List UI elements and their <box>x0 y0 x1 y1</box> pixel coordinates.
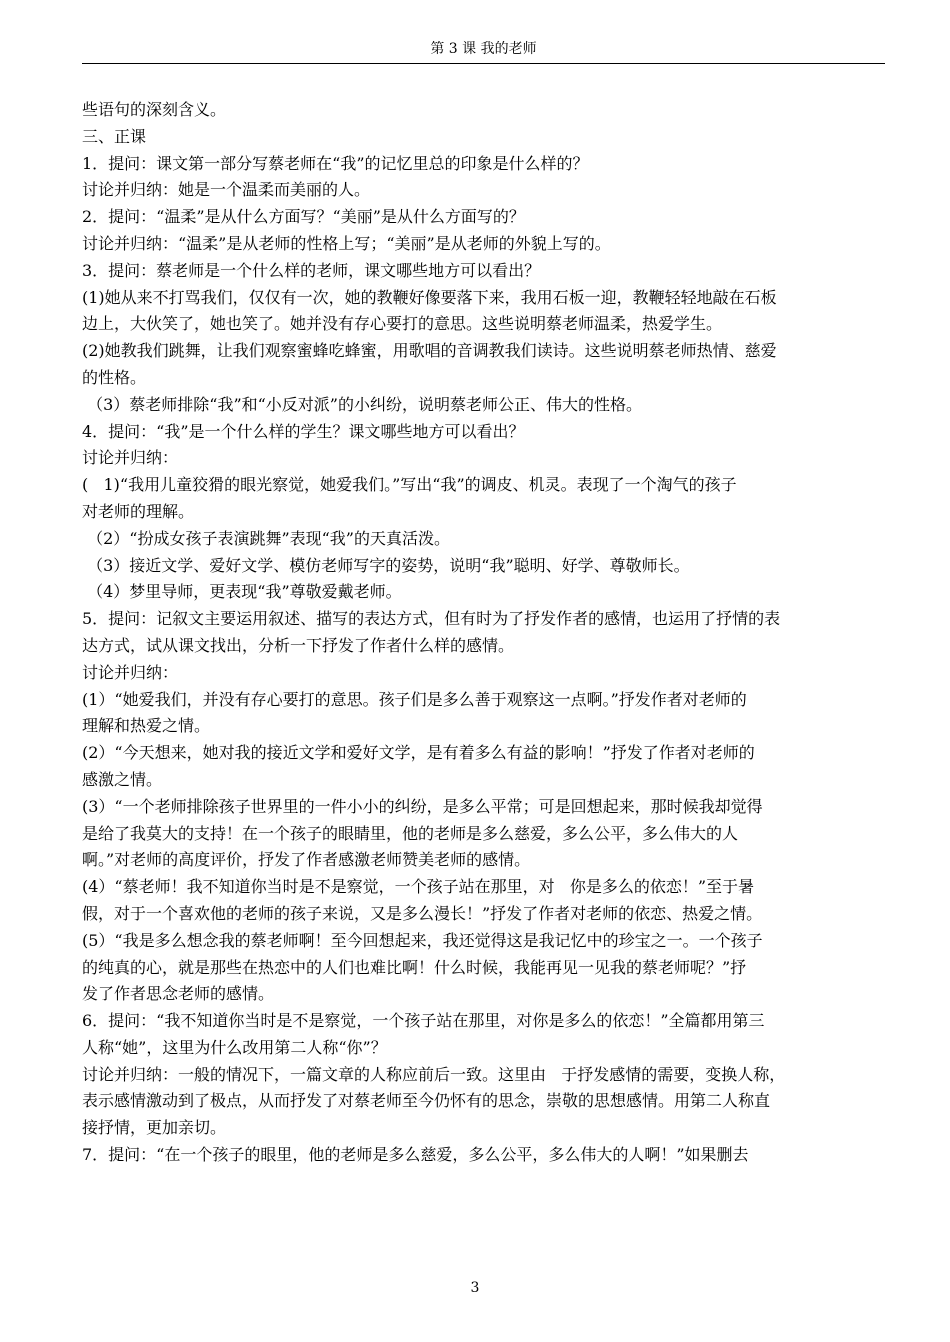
text-line: 7．提问：“在一个孩子的眼里，他的老师是多么慈爱，多么公平，多么伟大的人啊！”如果删去 <box>82 1145 749 1165</box>
page-number: 3 <box>470 1280 480 1296</box>
text-line: （4）梦里导师，更表现“我”尊敬爱戴老师。 <box>82 582 402 602</box>
text-line: (2）“今天想来，她对我的接近文学和爱好文学，是有着多么有益的影响！”抒发了作者对老师的 <box>82 743 755 763</box>
text-line: 啊。”对老师的高度评价，抒发了作者感激老师赞美老师的感情。 <box>82 850 531 870</box>
text-line: (4）“蔡老师！我不知道你当时是不是察觉，一个孩子站在那里，对 你是多么的依恋！”至于暑 <box>82 877 755 897</box>
text-line: 5．提问：记叙文主要运用叙述、描写的表达方式，但有时为了抒发作者的感情，也运用了抒情的表 <box>82 609 781 629</box>
text-line: 是给了我莫大的支持！在一个孩子的眼睛里，他的老师是多么慈爱，多么公平，多么伟大的人 <box>82 823 739 843</box>
text-line: 边上，大伙笑了，她也笑了。她并没有存心要打的意思。这些说明蔡老师温柔，热爱学生。 <box>82 314 723 334</box>
text-line: 人称“她”，这里为什么改用第二人称“你”？ <box>82 1037 387 1057</box>
text-line: (5）“我是多么想念我的蔡老师啊！至今回想起来，我还觉得这是我记忆中的珍宝之一。一个孩子 <box>82 930 763 950</box>
text-line: 讨论并归纳：她是一个温柔而美丽的人。 <box>82 180 371 200</box>
text-line: 6．提问：“我不知道你当时是不是察觉，一个孩子站在那里，对你是多么的依恋！”全篇都用第三 <box>82 1011 765 1031</box>
text-line: 讨论并归纳： <box>82 662 179 682</box>
text-line: （3）接近文学、爱好文学、模仿老师写字的姿势，说明“我”聪明、好学、尊敬师长。 <box>82 555 690 575</box>
page-body <box>82 97 885 1169</box>
text-line: (2)她教我们跳舞，让我们观察蜜蜂吃蜂蜜，用歌唱的音调教我们读诗。这些说明蔡老师热情、慈爱 <box>82 341 777 361</box>
text-line: 假，对于一个喜欢他的老师的孩子来说，又是多么漫长！”抒发了作者对老师的依恋、热爱之情。 <box>82 903 763 923</box>
text-line: (1)她从来不打骂我们，仅仅有一次，她的教鞭好像要落下来，我用石板一迎，教鞭轻轻地敲在石板 <box>82 287 777 307</box>
text-line: 表示感情激动到了极点，从而抒发了对蔡老师至今仍怀有的思念，崇敬的思想感情。用第二人称直 <box>82 1091 771 1111</box>
header-divider <box>82 63 885 64</box>
text-line: 达方式，试从课文找出，分析一下抒发了作者什么样的感情。 <box>82 635 515 655</box>
text-line: （3）蔡老师排除“我”和“小反对派”的小纠纷，说明蔡老师公正、伟大的性格。 <box>82 394 642 414</box>
text-line: 讨论并归纳：“温柔”是从老师的性格上写；“美丽”是从老师的外貌上写的。 <box>82 233 611 253</box>
text-line: 4．提问：“我”是一个什么样的学生？课文哪些地方可以看出？ <box>82 421 525 441</box>
text-line: 感激之情。 <box>82 769 163 789</box>
running-header: 第 3 课 我的老师 <box>430 41 537 57</box>
text-line: 讨论并归纳： <box>82 448 179 468</box>
text-line: (1）“她爱我们，并没有存心要打的意思。孩子们是多么善于观察这一点啊。”抒发作者对老师的 <box>82 689 747 709</box>
text-line: (3）“一个老师排除孩子世界里的一件小小的纠纷，是多么平常；可是回想起来，那时候我却觉得 <box>82 796 763 816</box>
text-line: 2．提问：“温柔”是从什么方面写？“美丽”是从什么方面写的？ <box>82 207 525 227</box>
text-line: ( 1)“我用儿童狡猾的眼光察觉，她爱我们。”写出“我”的调皮、机灵。表现了一个淘气的孩子 <box>82 475 737 495</box>
text-line: 对老师的理解。 <box>82 501 195 521</box>
text-line: 发了作者思念老师的感情。 <box>82 984 275 1004</box>
text-line: 三、正课 <box>82 126 147 146</box>
text-line: 的性格。 <box>82 367 147 387</box>
text-line: 1．提问：课文第一部分写蔡老师在“我”的记忆里总的印象是什么样的？ <box>82 153 589 173</box>
text-line: （2）“扮成女孩子表演跳舞”表现“我”的天真活泼。 <box>82 528 450 548</box>
text-line: 些语句的深刻含义。 <box>82 100 227 119</box>
text-line: 理解和热爱之情。 <box>82 716 211 736</box>
text-line: 3．提问：蔡老师是一个什么样的老师，课文哪些地方可以看出？ <box>82 260 541 280</box>
text-line: 接抒情，更加亲切。 <box>82 1118 227 1138</box>
text-line: 的纯真的心，就是那些在热恋中的人们也难比啊！什么时候，我能再见一见我的蔡老师呢？”抒 <box>82 957 747 977</box>
text-line: 讨论并归纳：一般的情况下，一篇文章的人称应前后一致。这里由 于抒发感情的需要，变换人称， <box>82 1064 786 1084</box>
